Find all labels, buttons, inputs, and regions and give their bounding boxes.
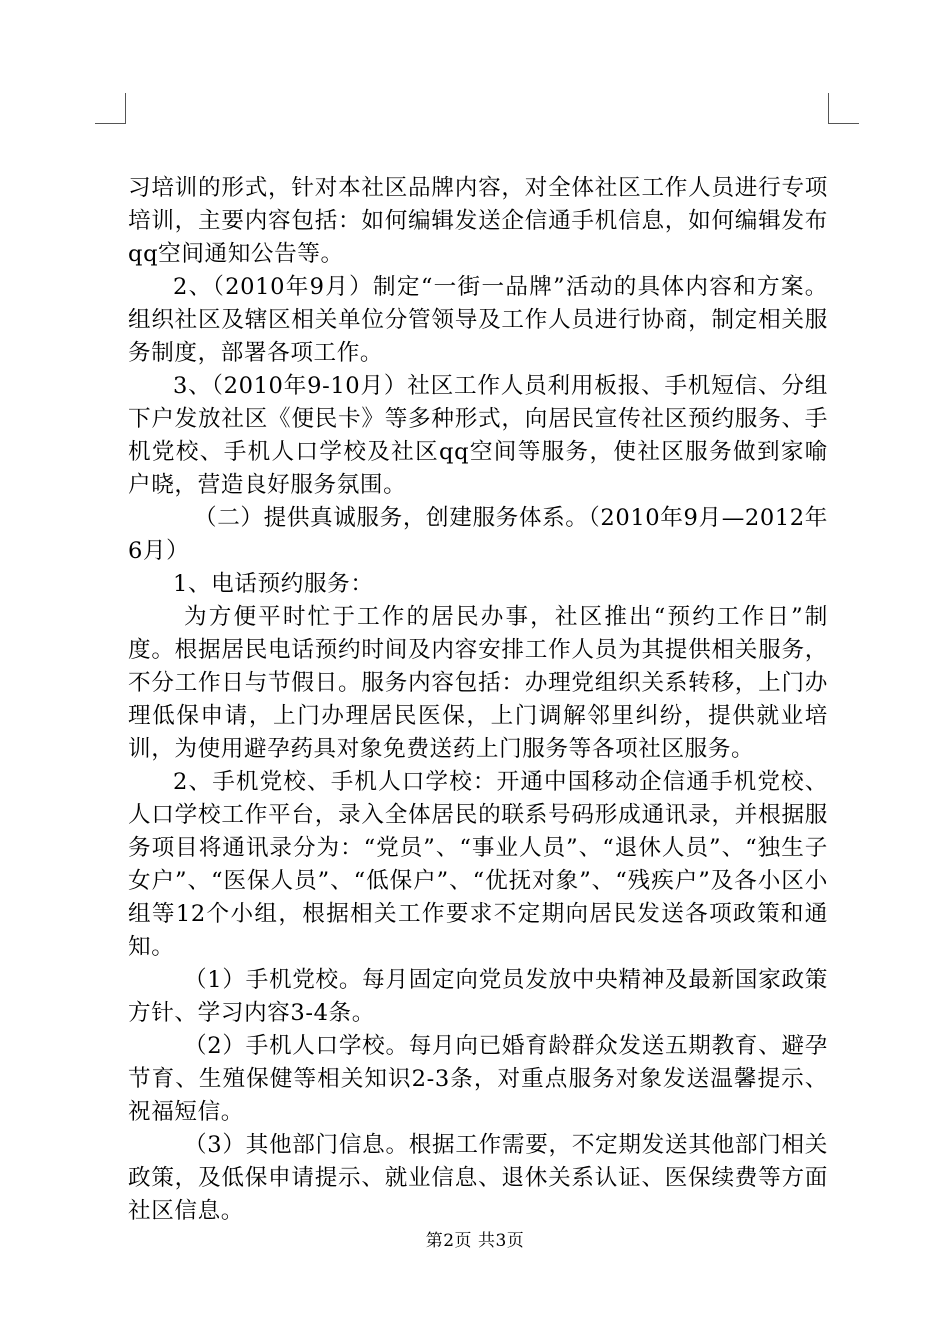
paragraph-mobile-population-school: （2）手机人口学校。每月向已婚育龄群众发送五期教育、避孕节育、生殖保健等相关知识2-3条，对重点服务对象发送温馨提示、祝福短信。 [128, 1033, 828, 1125]
paragraph-mobile-schools: 2、手机党校、手机人口学校：开通中国移动企信通手机党校、人口学校工作平台，录入全体居民的联系号码形成通讯录，并根据服务项目将通讯录分为：“党员”、“事业人员”、“退休人员”、“独生子女户”、“医保人员”、“低保户”、“优抚对象”、“残疾户”及各小区小组等12个小组，根据相关工作要求不定期向居民发送各项政策和通知。 [128, 769, 828, 960]
paragraph-mobile-party-school: （1）手机党校。每月固定向党员发放中央精神及最新国家政策方针、学习内容3-4条。 [128, 967, 828, 1026]
crop-mark-top-right [828, 93, 859, 124]
section-heading-2: （二）提供真诚服务，创建服务体系。（2010年9月—2012年6月） [128, 505, 828, 564]
document-body [128, 172, 828, 1228]
paragraph-step-2: 2、（2010年9月）制定“一街一品牌”活动的具体内容和方案。组织社区及辖区相关单位分管领导及工作人员进行协商，制定相关服务制度，部署各项工作。 [128, 274, 828, 366]
paragraph-step-3: 3、（2010年9-10月）社区工作人员利用板报、手机短信、分组下户发放社区《便民卡》等多种形式，向居民宣传社区预约服务、手机党校、手机人口学校及社区qq空间等服务，使社区服务做到家喻户晓，营造良好服务氛围。 [128, 373, 828, 498]
paragraph-other-departments: （3）其他部门信息。根据工作需要，不定期发送其他部门相关政策，及低保申请提示、就业信息、退休关系认证、医保续费等方面社区信息。 [128, 1132, 828, 1224]
paragraph-training-continued: 习培训的形式，针对本社区品牌内容，对全体社区工作人员进行专项培训，主要内容包括：如何编辑发送企信通手机信息，如何编辑发布qq空间通知公告等。 [128, 175, 828, 267]
paragraph-phone-appointment: 为方便平时忙于工作的居民办事，社区推出“预约工作日”制度。根据居民电话预约时间及内容安排工作人员为其提供相关服务，不分工作日与节假日。服务内容包括：办理党组织关系转移，上门办理低保申请，上门办理居民医保，上门调解邻里纠纷，提供就业培训，为使用避孕药具对象免费送药上门服务等各项社区服务。 [128, 604, 828, 762]
subheading-phone-appointment: 1、电话预约服务： [173, 571, 374, 597]
page-footer: 第2页 共3页 [425, 1231, 525, 1251]
crop-mark-top-left [95, 93, 126, 124]
